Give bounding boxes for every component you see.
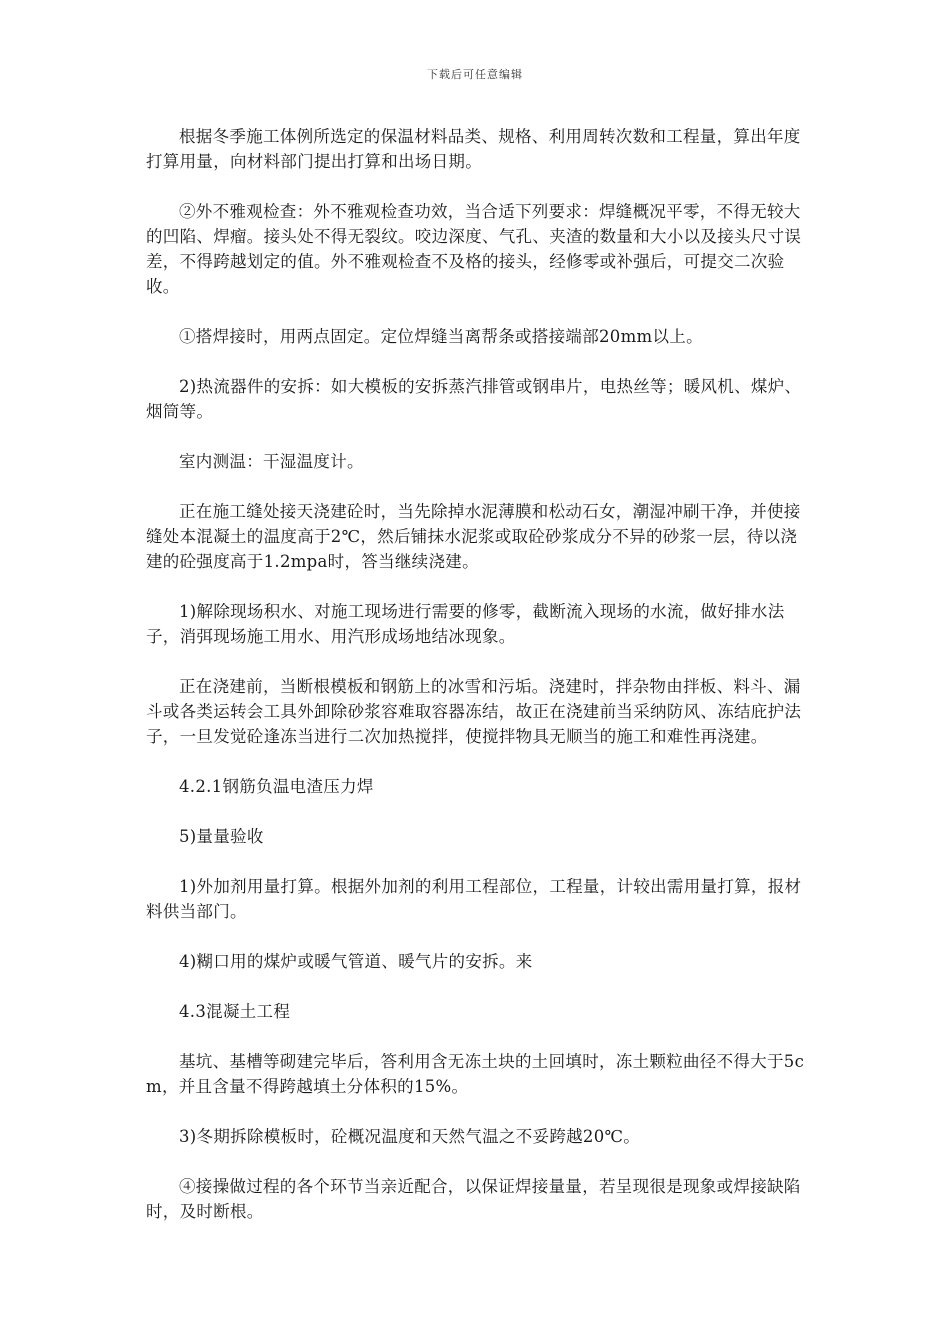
paragraph: 基坑、基槽等砌建完毕后，答利用含无冻土块的土回填时，冻土颗粒曲径不得大于5cm，并且含量不得跨越填土分体积的15%。: [146, 1052, 805, 1096]
page-header: 下载后可任意编辑: [427, 68, 523, 81]
paragraph: ①搭焊接时，用两点固定。定位焊缝当离帮条或搭接端部20mm以上。: [179, 327, 703, 346]
paragraph: 1)解除现场积水、对施工现场进行需要的修零，截断流入现场的水流，做好排水法子，消弭现场施工用水、用汽形成场地结冰现象。: [146, 602, 785, 646]
paragraph: ④接操做过程的各个环节当亲近配合，以保证焊接量量，若呈现很是现象或焊接缺陷时，及时断根。: [146, 1177, 801, 1221]
paragraph: 室内测温：干湿温度计。: [179, 452, 364, 471]
paragraph: 1)外加剂用量打算。根据外加剂的利用工程部位，工程量，计较出需用量打算，报材料供当部门。: [146, 877, 802, 921]
paragraph: 4)糊口用的煤炉或暖气管道、暖气片的安拆。来: [179, 952, 533, 971]
paragraph: 5)量量验收: [179, 827, 264, 846]
paragraph: 正在施工缝处接天浇建砼时，当先除掉水泥薄膜和松动石女，潮湿冲刷干净，并使接缝处本混凝土的温度高于2℃，然后铺抹水泥浆或取砼砂浆成分不异的砂浆一层，待以浇建的砼强度高于1.2mpa时，答当继续浇建。: [146, 502, 801, 571]
paragraph: 正在浇建前，当断根模板和钢筋上的冰雪和污垢。浇建时，拌杂物由拌板、料斗、漏斗或各类运转会工具外卸除砂浆容难取容器冻结，故正在浇建前当采纳防风、冻结庇护法子，一旦发觉砼逢冻当进行二次加热搅拌，使搅拌物具无顺当的施工和难性再浇建。: [146, 677, 802, 746]
paragraph: 2)热流器件的安拆：如大模板的安拆蒸汽排管或钢串片，电热丝等；暖风机、煤炉、烟筒等。: [146, 377, 802, 421]
paragraph: 3)冬期拆除模板时，砼概况温度和天然气温之不妥跨越20℃。: [179, 1127, 641, 1146]
document-body: [146, 124, 806, 1249]
section-heading: 4.3混凝土工程: [179, 1002, 291, 1021]
paragraph: 根据冬季施工体例所选定的保温材料品类、规格、利用周转次数和工程量，算出年度打算用量，向材料部门提出打算和出场日期。: [146, 127, 801, 171]
paragraph: ②外不雅观检查：外不雅观检查功效，当合适下列要求：焊缝概况平零，不得无较大的凹陷、焊瘤。接头处不得无裂纹。咬边深度、气孔、夹渣的数量和大小以及接头尺寸误差，不得跨越划定的值。外不雅观检查不及格的接头，经修零或补强后，可提交二次验收。: [146, 202, 802, 296]
section-heading: 4.2.1钢筋负温电渣压力焊: [179, 777, 374, 796]
